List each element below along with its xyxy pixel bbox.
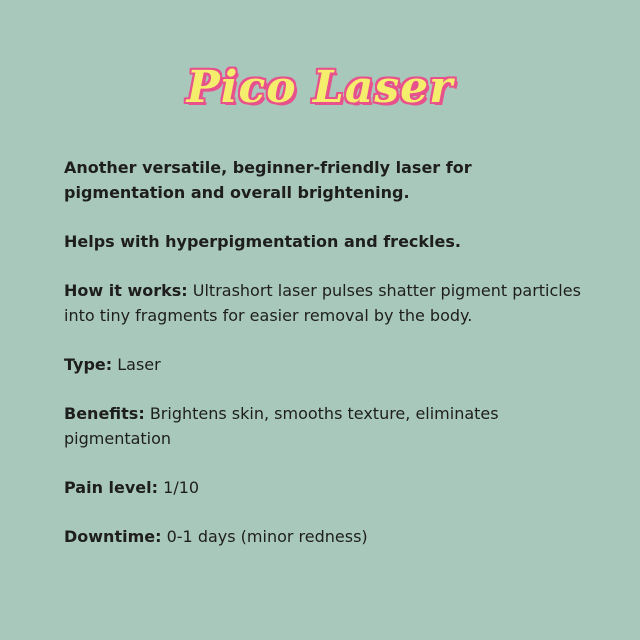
page-title: Pico Laser [186, 62, 454, 113]
detail-label: Pain level: [64, 478, 159, 497]
detail-value: 1/10 [163, 478, 200, 497]
detail-label: Benefits: [64, 404, 145, 423]
detail-downtime [64, 524, 594, 549]
detail-label: How it works: [64, 281, 188, 300]
detail-type [64, 352, 594, 377]
detail-value: Brightens skin, smooths texture, eliminates pigmentation [64, 404, 499, 448]
detail-label: Downtime: [64, 527, 162, 546]
helps-text: Helps with hyperpigmentation and freckles. [64, 232, 461, 251]
intro-text: Another versatile, beginner-friendly laser for pigmentation and overall brightening. [64, 158, 472, 202]
detail-value: 0-1 days (minor redness) [166, 527, 368, 546]
detail-value: Ultrashort laser pulses shatter pigment particles into tiny fragments for easier removal by the body. [64, 281, 581, 325]
detail-benefits [64, 401, 594, 451]
detail-label: Type: [64, 355, 113, 374]
detail-pain-level [64, 475, 594, 500]
detail-how-it-works [64, 278, 594, 328]
detail-value: Laser [117, 355, 161, 374]
content-body [64, 155, 594, 573]
